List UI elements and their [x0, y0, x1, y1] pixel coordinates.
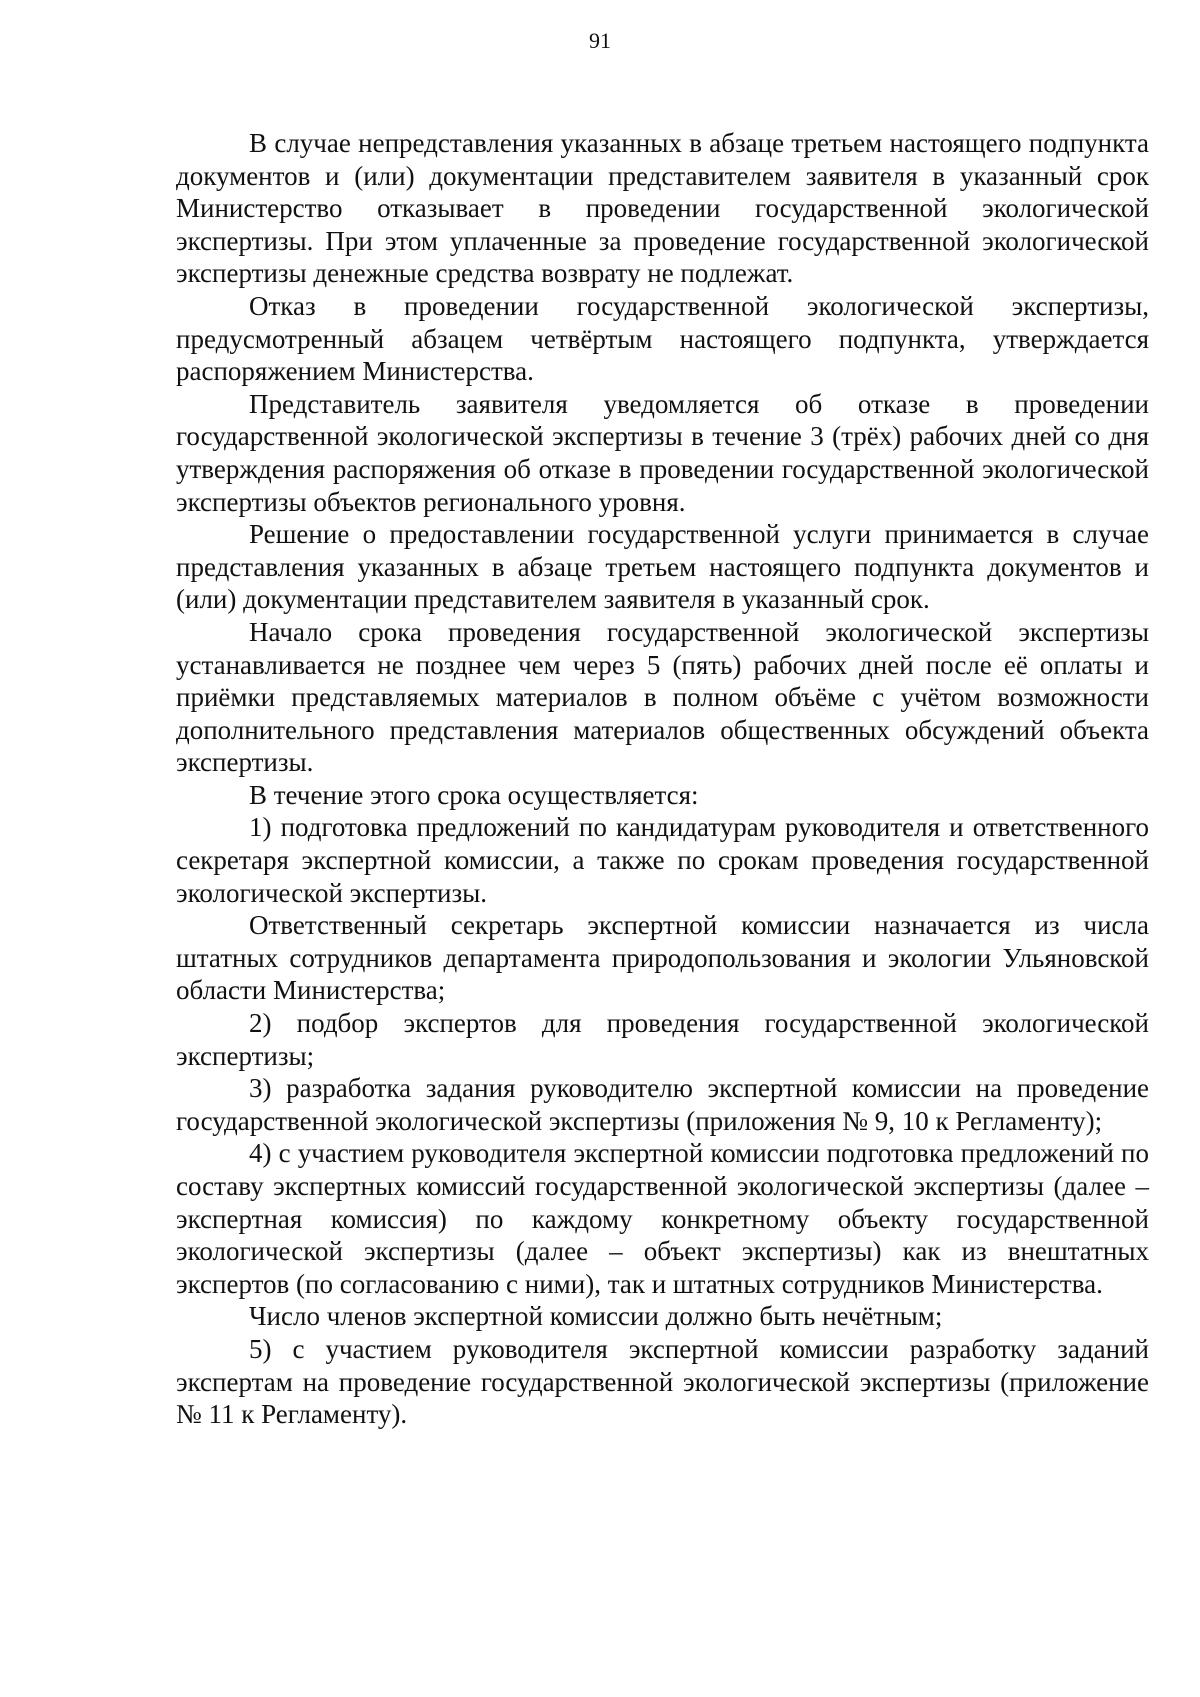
paragraph-secretary-appointment: Ответственный секретарь экспертной комиссии назначается из числа штатных сотрудников департамента природопользования и экологии Ульяновской области Министерства;	[176, 910, 1149, 1006]
paragraph-refusal-approval: Отказ в проведении государственной экологической экспертизы, предусмотренный абзацем четвёртым настоящего подпункта, утверждается распоряжением Министерства.	[176, 290, 1149, 387]
paragraph-item-2: 2) подбор экспертов для проведения государственной экологической экспертизы;	[176, 1008, 1149, 1071]
paragraph-item-5: 5) с участием руководителя экспертной комиссии разработку заданий экспертам на проведение государственной экологической экспертизы (приложение № 11 к Регламенту).	[176, 1333, 1149, 1430]
paragraph-service-decision: Решение о предоставлении государственной услуги принимается в случае представления указанных в абзаце третьем настоящего подпункта документов и (или) документации представителем заявителя в указанный срок.	[176, 519, 1149, 615]
paragraph-period-actions-intro: В течение этого срока осуществляется:	[249, 779, 699, 810]
paragraph-item-1: 1) подготовка предложений по кандидатурам руководителя и ответственного секретаря экспертной комиссии, а также по срокам проведения государственной экологической экспертизы.	[176, 812, 1149, 908]
paragraph-applicant-notification: Представитель заявителя уведомляется об отказе в проведении государственной экологической экспертизы в течение 3 (трёх) рабочих дней со дня утверждения распоряжения об отказе в проведении государственной экологической экспертизы объектов регионального уровня.	[176, 388, 1149, 517]
page-number: 91	[589, 28, 611, 53]
paragraph-item-3: 3) разработка задания руководителю экспертной комиссии на проведение государственной экологической экспертизы (приложения № 9, 10 к Регламенту);	[176, 1073, 1149, 1136]
paragraph-odd-members: Число членов экспертной комиссии должно быть нечётным;	[249, 1301, 943, 1332]
document-body	[176, 127, 1149, 1431]
paragraph-refusal-conditions: В случае непредставления указанных в абзаце третьем настоящего подпункта документов и (или) документации представителем заявителя в указанный срок Министерство отказывает в проведении государственной экологической экспертизы. При этом уплаченные за проведение государственной экологической экспертизы денежные средства возврату не подлежат.	[176, 128, 1149, 289]
paragraph-expertise-start: Начало срока проведения государственной экологической экспертизы устанавливается не позднее чем через 5 (пять) рабочих дней после её оплаты и приёмки представляемых материалов в полном объёме с учётом возможности дополнительного представления материалов общественных обсуждений объекта экспертизы.	[176, 616, 1149, 778]
paragraph-item-4: 4) с участием руководителя экспертной комиссии подготовка предложений по составу экспертных комиссий государственной экологической экспертизы (далее – экспертная комиссия) по каждому конкретному объекту государственной экологической экспертизы (далее – объект экспертизы) как из внештатных экспертов (по согласованию с ними), так и штатных сотрудников Министерства.	[176, 1138, 1149, 1299]
